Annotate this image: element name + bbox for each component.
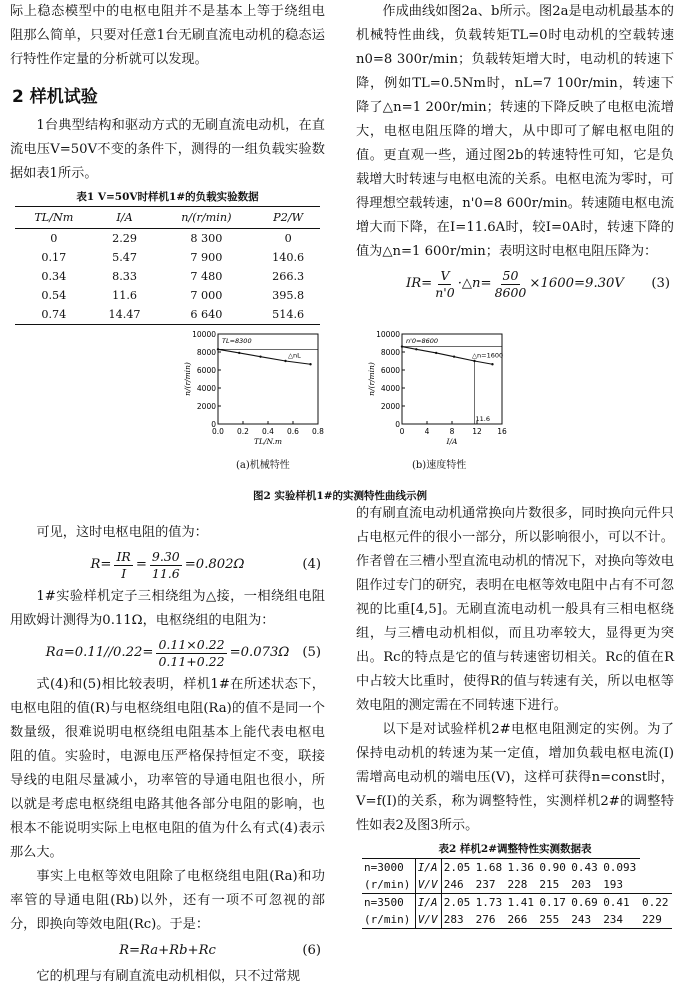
eq3-rhs: ×1600=9.30V xyxy=(529,276,624,291)
eq5-rhs: =0.073Ω xyxy=(229,645,290,660)
data-point xyxy=(415,348,417,350)
table1 xyxy=(15,206,320,325)
brush-paragraph: 的有刷直流电动机通常换向片数很多，同时换向元件只占电枢元件的很小一部分，所以影响很小，可以不计。作者曾在三槽小型直流电动机的情况下，对换向等效电阻作过专门的研究，表明在电枢等效电阻中占有不可忽视的比重[4,5]。无刷直流电动机一般具有三相电枢绕组，与三槽电动机相似，而且功率较大，显得更为突出。Rc的特点是它的值与转速密切相关。Rc的值在R中占较大比重时，使得R的值与转速有关，所以电枢等效电阻的测定需在不同转速下进行。 xyxy=(356,506,674,713)
eq3-den2: 8600 xyxy=(494,284,527,300)
x-tick-label: 8 xyxy=(449,427,455,436)
x-axis-label: I/A xyxy=(446,437,458,446)
intro-paragraph: 际上稳态模型中的电枢电阻并不是基本上等于绕组电阻那么简单，只要对任意1台无刷直流电动机的稳态运行特性作定量的分析就可以发现。 xyxy=(10,4,325,67)
eq3-number: (3) xyxy=(651,276,670,291)
eq5-den: 0.11+0.22 xyxy=(158,653,225,669)
equation-5 xyxy=(10,633,325,673)
y-axis-label: n/(r/min) xyxy=(367,362,376,396)
table-cell: 2.05 xyxy=(441,859,473,877)
eq4-den1: I xyxy=(121,565,127,581)
y-tick-label: 4000 xyxy=(196,384,216,393)
mechanism-paragraph: 它的机理与有刷直流电动机相似，只不过常规 xyxy=(36,969,301,984)
table-row xyxy=(15,286,320,305)
eq4-num2: 9.30 xyxy=(151,548,180,564)
table-cell: 243 xyxy=(569,911,601,929)
data-point xyxy=(435,352,437,354)
data-point xyxy=(453,355,455,357)
table-cell: 1.41 xyxy=(506,894,538,912)
winding-paragraph: 1#实验样机定子三相绕组为△接，一相绕组电阻用欧姆计测得为0.11Ω，电枢绕组的电阻为： xyxy=(10,589,325,628)
eq6-text: R=Ra+Rb+Rc xyxy=(119,943,216,958)
table1-header: P2/W xyxy=(256,207,320,229)
eq3-den1: n'0 xyxy=(435,284,455,300)
table-cell: 1.68 xyxy=(474,859,506,877)
table-cell: 266.3 xyxy=(272,270,305,283)
table1-caption: 表1 V=50V时样机1#的负载实验数据 xyxy=(76,191,259,203)
table-cell: 203 xyxy=(571,878,592,891)
table2-speed-cell: (r/min) xyxy=(362,876,415,894)
y-tick-label: 8000 xyxy=(196,348,216,357)
table-cell: 8 300 xyxy=(190,232,223,245)
table-cell: 0.90 xyxy=(537,859,569,877)
table-cell: 237 xyxy=(475,878,496,891)
table-row xyxy=(362,911,672,929)
table-cell: 5.47 xyxy=(112,251,137,264)
table-row xyxy=(362,876,672,894)
table-cell: 0 xyxy=(284,232,292,245)
x-axis-label: TL/N.m xyxy=(253,437,283,446)
y-tick-label: 10000 xyxy=(376,330,400,339)
table1-header: n/(r/min) xyxy=(156,207,256,229)
table-cell: 283 xyxy=(441,911,473,929)
table-cell: 0.43 xyxy=(569,859,601,877)
y-tick-label: 10000 xyxy=(192,330,216,339)
table-cell: 395.8 xyxy=(272,289,305,302)
equation-3 xyxy=(356,264,674,304)
eq3-num2: 50 xyxy=(502,267,519,283)
table-cell: 0.41 xyxy=(601,894,640,912)
table-cell: 0.093 xyxy=(601,859,640,877)
table1-header: TL/Nm xyxy=(15,207,93,229)
y-tick-label: 4000 xyxy=(380,384,400,393)
table-cell: 276 xyxy=(474,911,506,929)
table2 xyxy=(362,858,672,929)
table-cell: 14.47 xyxy=(93,305,157,325)
table-cell: 0.17 xyxy=(41,251,67,264)
table-cell: 2.05 xyxy=(441,894,473,912)
annotation-label: △nL xyxy=(288,351,301,360)
table-cell: 193 xyxy=(603,878,624,891)
table-row xyxy=(362,859,672,877)
setup-paragraph: 1台典型结构和驱动方式的无刷直流电动机，在直流电压V=50V不变的条件下，测得的一组负载实验数据如表1所示。 xyxy=(10,118,325,181)
eq5-num: 0.11×0.22 xyxy=(158,636,225,652)
table1-header: I/A xyxy=(93,207,157,229)
table1-header-row xyxy=(15,207,320,229)
table-cell: 266 xyxy=(506,911,538,929)
table-cell: 215 xyxy=(539,878,560,891)
y-tick-label: 2000 xyxy=(196,402,216,411)
eq4-lhs: R= xyxy=(90,557,112,572)
x-tick-label: 0 xyxy=(399,427,405,436)
annotation-label: 11.6 xyxy=(475,415,490,423)
panel-b-caption: (b)速度特性 xyxy=(412,460,467,471)
data-point xyxy=(284,360,286,362)
table-cell: 11.6 xyxy=(112,289,137,302)
table-cell: 0.17 xyxy=(537,894,569,912)
table2-speed-cell: (r/min) xyxy=(362,911,415,929)
table-cell: 234 xyxy=(601,911,640,929)
table2-row-label: I/A xyxy=(415,894,441,912)
plot-frame xyxy=(402,334,502,424)
curve-paragraph: 作成曲线如图2a、b所示。图2a是电动机最基本的机械特性曲线，负载转矩TL=0时电动机的空载转速n0=8 300r/min；负载转矩增大时，电动机的转速下降，例如TL=0.5Nm时，nL=7 100r/min，转速下降了△n=1 200r/min；转速的下降反映了电枢电流增大，电枢电阻压降的增大，从中即可了解电枢电阻的值。更直观一些，通过图2b的转速特性可知，它是负载增大时转速与电枢电流的关系。电枢电流为零时，可得理想空载转速，n'0=8 600r/min。转速随电枢电流增大而下降，在I=11.6A时，较I=0A时，转速下降的值为△n=1 600r/min；表明这时电枢电阻压降为： xyxy=(356,4,674,259)
data-point xyxy=(309,363,311,365)
x-tick-label: 4 xyxy=(424,427,430,436)
eq3-num1: V xyxy=(440,267,450,283)
table-row xyxy=(15,229,320,249)
table-cell: 2.29 xyxy=(112,232,137,245)
table-cell: 140.6 xyxy=(272,251,305,264)
example-paragraph: 以下是对试验样机2#电枢电阻测定的实例。为了保持电动机的转速为某一定值，增加负载电枢电流(I)需增高电动机的端电压(V)，这样可获得n=const时，V=f(I)的关系，称为调整特性，实测样机2#的调整特性如表2及图3所示。 xyxy=(356,722,674,833)
table-cell: 8.33 xyxy=(112,270,137,283)
plot-frame xyxy=(218,334,318,424)
eq3-lhs: IR= xyxy=(406,276,433,291)
eq5-number: (5) xyxy=(302,645,321,660)
y-tick-label: 6000 xyxy=(380,366,400,375)
table2-speed-cell: n=3000 xyxy=(362,859,415,877)
eq6-number: (6) xyxy=(302,943,321,958)
table-cell: 514.6 xyxy=(256,305,320,325)
table-cell: 0.54 xyxy=(41,289,67,302)
eq4-eq: = xyxy=(135,557,147,572)
fact-paragraph: 事实上电枢等效电阻除了电枢绕组电阻(Ra)和功率管的导通电阻(Rb)以外，还有一项不可忽视的部分，即换向等效电阻(Rc)。于是： xyxy=(10,869,325,932)
table2-row-label: V/V xyxy=(415,876,441,894)
data-point xyxy=(259,355,261,357)
panel-a-caption: (a)机械特性 xyxy=(236,460,290,471)
table2-row-label: V/V xyxy=(415,911,441,929)
y-axis-label: n/(r/min) xyxy=(183,362,192,396)
table-cell: 255 xyxy=(537,911,569,929)
y-tick-label: 0 xyxy=(395,420,400,429)
figure-2 xyxy=(180,328,510,508)
x-tick-label: 0.8 xyxy=(312,427,324,436)
eq4-number: (4) xyxy=(302,557,321,572)
figure-caption: 图2 实验样机1#的实测特性曲线示例 xyxy=(252,490,428,502)
y-tick-label: 8000 xyxy=(380,348,400,357)
annotation-label: △n=1600 xyxy=(472,351,504,360)
table-cell: 0.34 xyxy=(41,270,67,283)
y-tick-label: 0 xyxy=(211,420,216,429)
x-tick-label: 16 xyxy=(497,427,507,436)
table2-caption: 表2 样机2#调整特性实测数据表 xyxy=(438,843,592,855)
table-row xyxy=(15,305,320,325)
table-cell: 6 640 xyxy=(156,305,256,325)
x-tick-label: 0.4 xyxy=(262,427,274,436)
x-tick-label: 12 xyxy=(472,427,482,436)
table-cell: 246 xyxy=(443,878,464,891)
table-cell: 7 480 xyxy=(190,270,223,283)
equation-6 xyxy=(10,937,325,965)
table-cell: 0 xyxy=(50,232,58,245)
table-cell: 229 xyxy=(640,911,672,929)
table-cell: 228 xyxy=(507,878,528,891)
eq4-rhs: =0.802Ω xyxy=(184,557,245,572)
eq3-mid: ·△n= xyxy=(457,276,492,291)
table-cell: 1.36 xyxy=(506,859,538,877)
eq5-lhs: Ra=0.11//0.22= xyxy=(45,645,154,660)
y-tick-label: 2000 xyxy=(380,402,400,411)
table-cell: 0.22 xyxy=(640,894,672,912)
data-point xyxy=(491,363,493,365)
eq4-num1: IR xyxy=(116,548,131,564)
table2-row-label: I/A xyxy=(415,859,441,877)
equation-4 xyxy=(10,545,325,585)
y-tick-label: 6000 xyxy=(196,366,216,375)
table-cell: 1.73 xyxy=(474,894,506,912)
r-value-paragraph: 可见，这时电枢电阻的值为： xyxy=(36,525,208,540)
table-cell: 0.74 xyxy=(15,305,93,325)
x-tick-label: 0.0 xyxy=(212,427,224,436)
table-cell: 0.69 xyxy=(569,894,601,912)
compare-paragraph: 式(4)和(5)相比较表明，样机1#在所述状态下，电枢电阻的值(R)与电枢绕组电阻(Ra)的值不是同一个数量级，很难说明电枢绕组电阻基本上能代表电枢电阻的值。实验时，电源电压严格保持恒定不变，联接导线的电阻尽量减小，功率管的导通电阻也很小，所以就是考虑电枢绕组电路其他各部分电阻的影响，也根本不能说明实际上电枢电阻的值为什么有式(4)表示那么大。 xyxy=(10,677,325,860)
table-cell: 7 900 xyxy=(190,251,223,264)
annotation-label: TL=8300 xyxy=(222,337,252,345)
annotation-label: n'0=8600 xyxy=(406,337,439,345)
table-cell: 7 000 xyxy=(190,289,223,302)
table-row xyxy=(15,248,320,267)
x-tick-label: 0.2 xyxy=(237,427,249,436)
x-tick-label: 0.6 xyxy=(287,427,299,436)
data-point xyxy=(238,352,240,354)
eq4-den2: 11.6 xyxy=(151,565,180,581)
table-row xyxy=(362,894,672,912)
table-row xyxy=(15,267,320,286)
table2-speed-cell: n=3500 xyxy=(362,894,415,912)
section-heading: 2 样机试验 xyxy=(12,87,98,107)
